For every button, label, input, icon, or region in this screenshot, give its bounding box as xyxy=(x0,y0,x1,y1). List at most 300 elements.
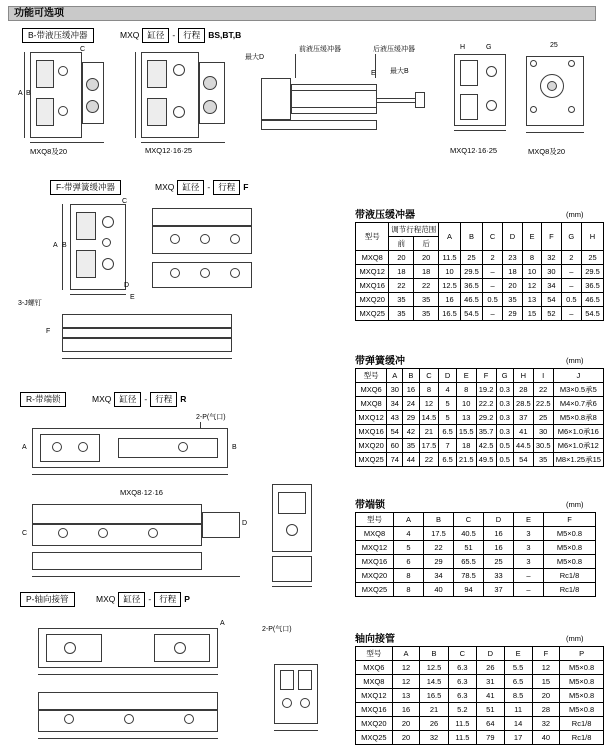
cell-value: 44.5 xyxy=(513,439,533,453)
caption-front-buffer: 前液压缓冲器 xyxy=(299,46,341,53)
table-spring-header-row xyxy=(356,369,604,383)
cell-model: MXQ6 xyxy=(356,383,387,397)
cell-model: MXQ8 xyxy=(356,527,394,541)
drawing-r-side xyxy=(268,480,322,590)
drawing-r-bottom: C D xyxy=(28,500,248,580)
cell-value: 12 xyxy=(392,661,420,675)
cell-value: M5×0.8 xyxy=(544,541,596,555)
table-row xyxy=(356,527,596,541)
table-row xyxy=(356,661,604,675)
cell-value: Rc1/8 xyxy=(544,569,596,583)
cell-value: 16.5 xyxy=(420,689,448,703)
cell-value: 14.5 xyxy=(419,411,439,425)
section-f-code: MXQ 缸径 - 行程 F xyxy=(155,180,248,195)
cell-value: M4×0.7承6 xyxy=(553,397,603,411)
caption-b-4: MXQ8及20 xyxy=(528,147,566,156)
th-e: E xyxy=(522,223,541,251)
cell-value: 36.5 xyxy=(461,279,483,293)
table-row xyxy=(356,731,604,745)
cell-value: 29.2 xyxy=(476,411,496,425)
caption-b-1: MXQ8及20 xyxy=(30,147,68,156)
section-r-label: R-带端锁 xyxy=(20,392,66,407)
cell-value: 5 xyxy=(439,411,456,425)
table-row xyxy=(356,717,604,731)
cell-value: 25 xyxy=(533,411,553,425)
cell-value: – xyxy=(482,265,502,279)
code-stroke: 行程 xyxy=(150,392,177,407)
cell-value: 17 xyxy=(504,731,532,745)
cell-value: 20 xyxy=(389,251,414,265)
cell-value: 40 xyxy=(424,583,454,597)
code-stroke: 行程 xyxy=(154,592,181,607)
cell-value: 44 xyxy=(403,453,419,467)
cell-value: 3 xyxy=(514,555,544,569)
cell-value: Rc1/8 xyxy=(560,731,604,745)
cell-value: 65.5 xyxy=(454,555,484,569)
cell-value: 3 xyxy=(514,527,544,541)
cell-value: 12 xyxy=(392,675,420,689)
table-axial xyxy=(355,646,604,745)
caption-b-2: MXQ12·16·25 xyxy=(145,146,193,155)
cell-value: 26 xyxy=(477,661,505,675)
cell-value: 6.5 xyxy=(504,675,532,689)
caption-r-model: MXQ8·12·16 xyxy=(120,488,163,497)
table-endlock-unit: (mm) xyxy=(566,500,584,509)
section-r-code: MXQ 缸径 - 行程 R xyxy=(92,392,186,407)
cell-value: 22 xyxy=(424,541,454,555)
table-hydraulic-unit: (mm) xyxy=(566,210,584,219)
th-front: 前 xyxy=(389,237,414,251)
cell-model: MXQ12 xyxy=(356,265,389,279)
cell-model: MXQ25 xyxy=(356,453,387,467)
cell-value: 13 xyxy=(456,411,476,425)
cell-model: MXQ20 xyxy=(356,439,387,453)
cell-value: M5×0.8 xyxy=(560,703,604,717)
cell-value: 0.3 xyxy=(496,383,513,397)
cell-value: 29 xyxy=(403,411,419,425)
cell-model: MXQ12 xyxy=(356,689,393,703)
table-row xyxy=(356,569,596,583)
cell-model: MXQ25 xyxy=(356,583,394,597)
cell-value: 32 xyxy=(532,717,560,731)
cell-value: 0.3 xyxy=(496,397,513,411)
cell-value: 22 xyxy=(389,279,414,293)
code-stroke: 行程 xyxy=(213,180,240,195)
cell-value: 35 xyxy=(414,293,439,307)
cell-value: M5×0.8 xyxy=(560,689,604,703)
th-rear: 后 xyxy=(414,237,439,251)
th-e: E xyxy=(504,647,532,661)
cell-value: 20 xyxy=(392,731,420,745)
caption-f-screw: 3-J螺钉 xyxy=(18,300,42,307)
cell-value: 20 xyxy=(532,689,560,703)
cell-value: – xyxy=(561,307,581,321)
cell-value: M5×0.8承8 xyxy=(553,411,603,425)
cell-value: 0.5 xyxy=(496,439,513,453)
cell-value: 25 xyxy=(461,251,483,265)
cell-value: 3 xyxy=(514,541,544,555)
cell-value: 20 xyxy=(503,279,522,293)
code-bore: 缸径 xyxy=(118,592,145,607)
cell-value: M6×1.0承12 xyxy=(553,439,603,453)
cell-value: 6.5 xyxy=(439,425,456,439)
cell-value: 37 xyxy=(513,411,533,425)
cell-value: 8 xyxy=(419,383,439,397)
cell-value: – xyxy=(482,307,502,321)
cell-value: – xyxy=(514,569,544,583)
th-c: C xyxy=(454,513,484,527)
table-row xyxy=(356,265,604,279)
th-h: H xyxy=(581,223,603,251)
cell-value: 46.5 xyxy=(461,293,483,307)
drawing-f-bottom: F xyxy=(62,310,242,368)
drawing-b-right-2 xyxy=(520,44,596,144)
cell-value: 8 xyxy=(456,383,476,397)
th-a: A xyxy=(394,513,424,527)
cell-value: 8 xyxy=(394,583,424,597)
table-spring-unit: (mm) xyxy=(566,356,584,365)
cell-value: M8×1.25承15 xyxy=(553,453,603,467)
table-axial-header-row xyxy=(356,647,604,661)
cell-value: 22 xyxy=(419,453,439,467)
table-row xyxy=(356,383,604,397)
table-row xyxy=(356,251,604,265)
cell-value: 16 xyxy=(484,527,514,541)
cell-model: MXQ16 xyxy=(356,703,393,717)
code-bore: 缸径 xyxy=(177,180,204,195)
cell-value: 16 xyxy=(439,293,461,307)
cell-value: 18 xyxy=(456,439,476,453)
cell-value: 78.5 xyxy=(454,569,484,583)
cell-value: 16 xyxy=(484,541,514,555)
cell-value: 11.5 xyxy=(439,251,461,265)
code-stroke: 行程 xyxy=(178,28,205,43)
table-row xyxy=(356,425,604,439)
cell-value: 54 xyxy=(513,453,533,467)
cell-value: 6.3 xyxy=(448,661,476,675)
cell-value: 51 xyxy=(477,703,505,717)
table-row xyxy=(356,583,596,597)
table-spring-title: 带弹簧缓冲 xyxy=(355,356,405,367)
cell-model: MXQ16 xyxy=(356,279,389,293)
caption-b-3: MXQ12·16·25 xyxy=(450,146,498,155)
cell-value: 35 xyxy=(503,293,522,307)
cell-value: 10 xyxy=(456,397,476,411)
section-b-label: B-带液压缓冲器 xyxy=(22,28,94,43)
drawing-p-top: A xyxy=(34,620,234,682)
cell-value: 15.5 xyxy=(456,425,476,439)
cell-value: 10 xyxy=(439,265,461,279)
cell-model: MXQ20 xyxy=(356,293,389,307)
code-prefix: MXQ xyxy=(92,394,112,404)
cell-value: 29 xyxy=(503,307,522,321)
code-suffix: F xyxy=(243,182,249,192)
th-c: C xyxy=(448,647,476,661)
table-axial-title: 轴向接管 xyxy=(355,634,395,645)
cell-model: MXQ20 xyxy=(356,717,393,731)
code-bore: 缸径 xyxy=(114,392,141,407)
cell-value: 35.7 xyxy=(476,425,496,439)
cell-value: 17.5 xyxy=(419,439,439,453)
cell-value: 17.5 xyxy=(424,527,454,541)
cell-value: 5 xyxy=(394,541,424,555)
section-f-label: F-带弹簧缓冲器 xyxy=(50,180,121,195)
th-d: D xyxy=(477,647,505,661)
cell-value: 12 xyxy=(419,397,439,411)
cell-value: 0.5 xyxy=(496,453,513,467)
cell-value: 30 xyxy=(387,383,403,397)
cell-value: 14 xyxy=(504,717,532,731)
th-p: P xyxy=(560,647,604,661)
table-endlock-title: 带端锁 xyxy=(355,500,385,511)
th-b: B xyxy=(461,223,483,251)
table-spring-body xyxy=(356,383,604,467)
cell-value: 14.5 xyxy=(420,675,448,689)
th-i: I xyxy=(533,369,553,383)
cell-value: 35 xyxy=(533,453,553,467)
cell-value: 28 xyxy=(532,703,560,717)
cell-value: 29.5 xyxy=(581,265,603,279)
table-endlock xyxy=(355,512,596,597)
cell-value: 6.3 xyxy=(448,689,476,703)
cell-value: 22 xyxy=(533,383,553,397)
cell-value: Rc1/8 xyxy=(544,583,596,597)
cell-value: M5×0.8 xyxy=(560,661,604,675)
cell-value: 11.5 xyxy=(448,731,476,745)
cell-value: 8 xyxy=(394,569,424,583)
th-e: E xyxy=(456,369,476,383)
cell-value: 28 xyxy=(513,383,533,397)
table-hydraulic xyxy=(355,222,604,321)
cell-value: 54 xyxy=(387,425,403,439)
cell-value: 15 xyxy=(522,307,541,321)
cell-value: 6 xyxy=(394,555,424,569)
cell-model: MXQ20 xyxy=(356,569,394,583)
cell-value: 29.5 xyxy=(461,265,483,279)
table-spring xyxy=(355,368,604,467)
cell-value: 11 xyxy=(504,703,532,717)
th-d: D xyxy=(503,223,522,251)
cell-value: 40 xyxy=(532,731,560,745)
th-d: D xyxy=(439,369,456,383)
cell-value: 12.5 xyxy=(420,661,448,675)
cell-model: MXQ12 xyxy=(356,541,394,555)
code-prefix: MXQ xyxy=(96,594,116,604)
cell-value: 16 xyxy=(403,383,419,397)
th-g: G xyxy=(561,223,581,251)
caption-rear-buffer: 后液压缓冲器 xyxy=(373,46,415,53)
code-suffix: P xyxy=(184,594,190,604)
table-row xyxy=(356,689,604,703)
cell-value: 41 xyxy=(477,689,505,703)
th-f: F xyxy=(532,647,560,661)
drawing-b-mid-left xyxy=(135,48,245,143)
cell-model: MXQ8 xyxy=(356,675,393,689)
cell-value: 6.3 xyxy=(448,675,476,689)
cell-value: 29 xyxy=(424,555,454,569)
cell-value: 26 xyxy=(420,717,448,731)
cell-value: 25 xyxy=(581,251,603,265)
cell-value: 35 xyxy=(389,293,414,307)
cell-value: 74 xyxy=(387,453,403,467)
cell-value: 41 xyxy=(513,425,533,439)
cell-value: 4 xyxy=(439,383,456,397)
cell-value: 11.5 xyxy=(448,717,476,731)
cell-value: 42 xyxy=(403,425,419,439)
cell-value: 54 xyxy=(542,293,561,307)
cell-value: – xyxy=(561,265,581,279)
th-j: J xyxy=(553,369,603,383)
caption-max-b: 最大B xyxy=(390,68,409,75)
cell-value: 18 xyxy=(414,265,439,279)
cell-value: 12.5 xyxy=(439,279,461,293)
cell-value: 43 xyxy=(387,411,403,425)
cell-value: 36.5 xyxy=(581,279,603,293)
cell-value: 8.5 xyxy=(504,689,532,703)
th-f: F xyxy=(544,513,596,527)
cell-value: 31 xyxy=(477,675,505,689)
cell-value: 6.5 xyxy=(439,453,456,467)
cell-model: MXQ16 xyxy=(356,425,387,439)
section-b-code: MXQ 缸径 - 行程 BS,BT,B xyxy=(120,28,241,43)
drawing-f-right xyxy=(150,200,255,300)
table-row xyxy=(356,293,604,307)
table-row xyxy=(356,397,604,411)
th-c: C xyxy=(419,369,439,383)
th-g: G xyxy=(496,369,513,383)
table-row xyxy=(356,307,604,321)
cell-value: 15 xyxy=(532,675,560,689)
table-hydraulic-title: 带液压缓冲器 xyxy=(355,210,415,221)
cell-value: 0.3 xyxy=(496,425,513,439)
cell-value: 79 xyxy=(477,731,505,745)
table-row xyxy=(356,411,604,425)
drawing-p-bottom xyxy=(34,688,234,744)
th-a: A xyxy=(392,647,420,661)
table-axial-unit: (mm) xyxy=(566,634,584,643)
th-c: C xyxy=(482,223,502,251)
cell-value: 64 xyxy=(477,717,505,731)
table-endlock-header-row xyxy=(356,513,596,527)
cell-value: 34 xyxy=(424,569,454,583)
th-b: B xyxy=(420,647,448,661)
cell-value: M5×0.8 xyxy=(544,527,596,541)
drawing-b-center: 最大D 前液压缓冲器 后液压缓冲器 最大B E xyxy=(255,44,430,144)
page-title: 功能可选项 xyxy=(8,6,596,21)
code-prefix: MXQ xyxy=(155,182,175,192)
th-f: F xyxy=(476,369,496,383)
cell-value: M5×0.8 xyxy=(544,555,596,569)
cell-value: 16.5 xyxy=(439,307,461,321)
cell-value: 25 xyxy=(484,555,514,569)
cell-value: 18 xyxy=(389,265,414,279)
cell-value: 18 xyxy=(503,265,522,279)
cell-model: MXQ6 xyxy=(356,661,393,675)
cell-model: MXQ8 xyxy=(356,251,389,265)
cell-value: 42.5 xyxy=(476,439,496,453)
cell-value: 24 xyxy=(403,397,419,411)
cell-value: 35 xyxy=(414,307,439,321)
th-d: D xyxy=(484,513,514,527)
th-model: 型号 xyxy=(356,223,389,251)
cell-value: 21 xyxy=(419,425,439,439)
cell-value: – xyxy=(561,279,581,293)
section-p-code: MXQ 缸径 - 行程 P xyxy=(96,592,190,607)
cell-value: 28.5 xyxy=(513,397,533,411)
th-a: A xyxy=(387,369,403,383)
table-row xyxy=(356,279,604,293)
cell-model: MXQ16 xyxy=(356,555,394,569)
cell-value: 37 xyxy=(484,583,514,597)
cell-value: 2 xyxy=(482,251,502,265)
cell-value: 8 xyxy=(522,251,541,265)
table-row xyxy=(356,439,604,453)
cell-value: 51 xyxy=(454,541,484,555)
cell-value: – xyxy=(482,279,502,293)
cell-value: 0.5 xyxy=(482,293,502,307)
cell-value: 60 xyxy=(387,439,403,453)
cell-value: 21 xyxy=(420,703,448,717)
cell-value: 7 xyxy=(439,439,456,453)
cell-model: MXQ25 xyxy=(356,307,389,321)
cell-value: 12 xyxy=(522,279,541,293)
th-b: B xyxy=(403,369,419,383)
cell-value: 94 xyxy=(454,583,484,597)
cell-value: 5 xyxy=(439,397,456,411)
cell-value: 49.5 xyxy=(476,453,496,467)
cell-value: 0.3 xyxy=(496,411,513,425)
drawing-p-side xyxy=(270,660,326,744)
cell-value: – xyxy=(514,583,544,597)
table-row xyxy=(356,541,596,555)
code-suffix: BS,BT,B xyxy=(208,30,242,40)
cell-value: 0.5 xyxy=(561,293,581,307)
code-prefix: MXQ xyxy=(120,30,140,40)
cell-value: 20 xyxy=(392,717,420,731)
th-model: 型号 xyxy=(356,647,393,661)
th-a: A xyxy=(439,223,461,251)
drawing-f-left: A B C D E xyxy=(53,198,135,301)
cell-value: 46.5 xyxy=(581,293,603,307)
cell-value: 4 xyxy=(394,527,424,541)
cell-value: 52 xyxy=(542,307,561,321)
cell-value: 5.2 xyxy=(448,703,476,717)
th-b: B xyxy=(424,513,454,527)
cell-model: MXQ25 xyxy=(356,731,393,745)
cell-model: MXQ12 xyxy=(356,411,387,425)
cell-value: 34 xyxy=(542,279,561,293)
cell-value: 2 xyxy=(561,251,581,265)
cell-value: 40.5 xyxy=(454,527,484,541)
table-row xyxy=(356,555,596,569)
th-group: 调节行程范围 xyxy=(389,223,439,237)
table-row xyxy=(356,703,604,717)
table-row xyxy=(356,675,604,689)
cell-value: 13 xyxy=(392,689,420,703)
cell-value: Rc1/8 xyxy=(560,717,604,731)
th-model: 型号 xyxy=(356,513,394,527)
cell-value: 30 xyxy=(542,265,561,279)
cell-value: 12 xyxy=(532,661,560,675)
cell-value: 22 xyxy=(414,279,439,293)
cell-value: 35 xyxy=(389,307,414,321)
table-hydraulic-body xyxy=(356,251,604,321)
th-model: 型号 xyxy=(356,369,387,383)
cell-value: 20 xyxy=(414,251,439,265)
cell-value: M3×0.5承5 xyxy=(553,383,603,397)
drawing-b-right-1: G H xyxy=(448,44,518,144)
cell-model: MXQ8 xyxy=(356,397,387,411)
